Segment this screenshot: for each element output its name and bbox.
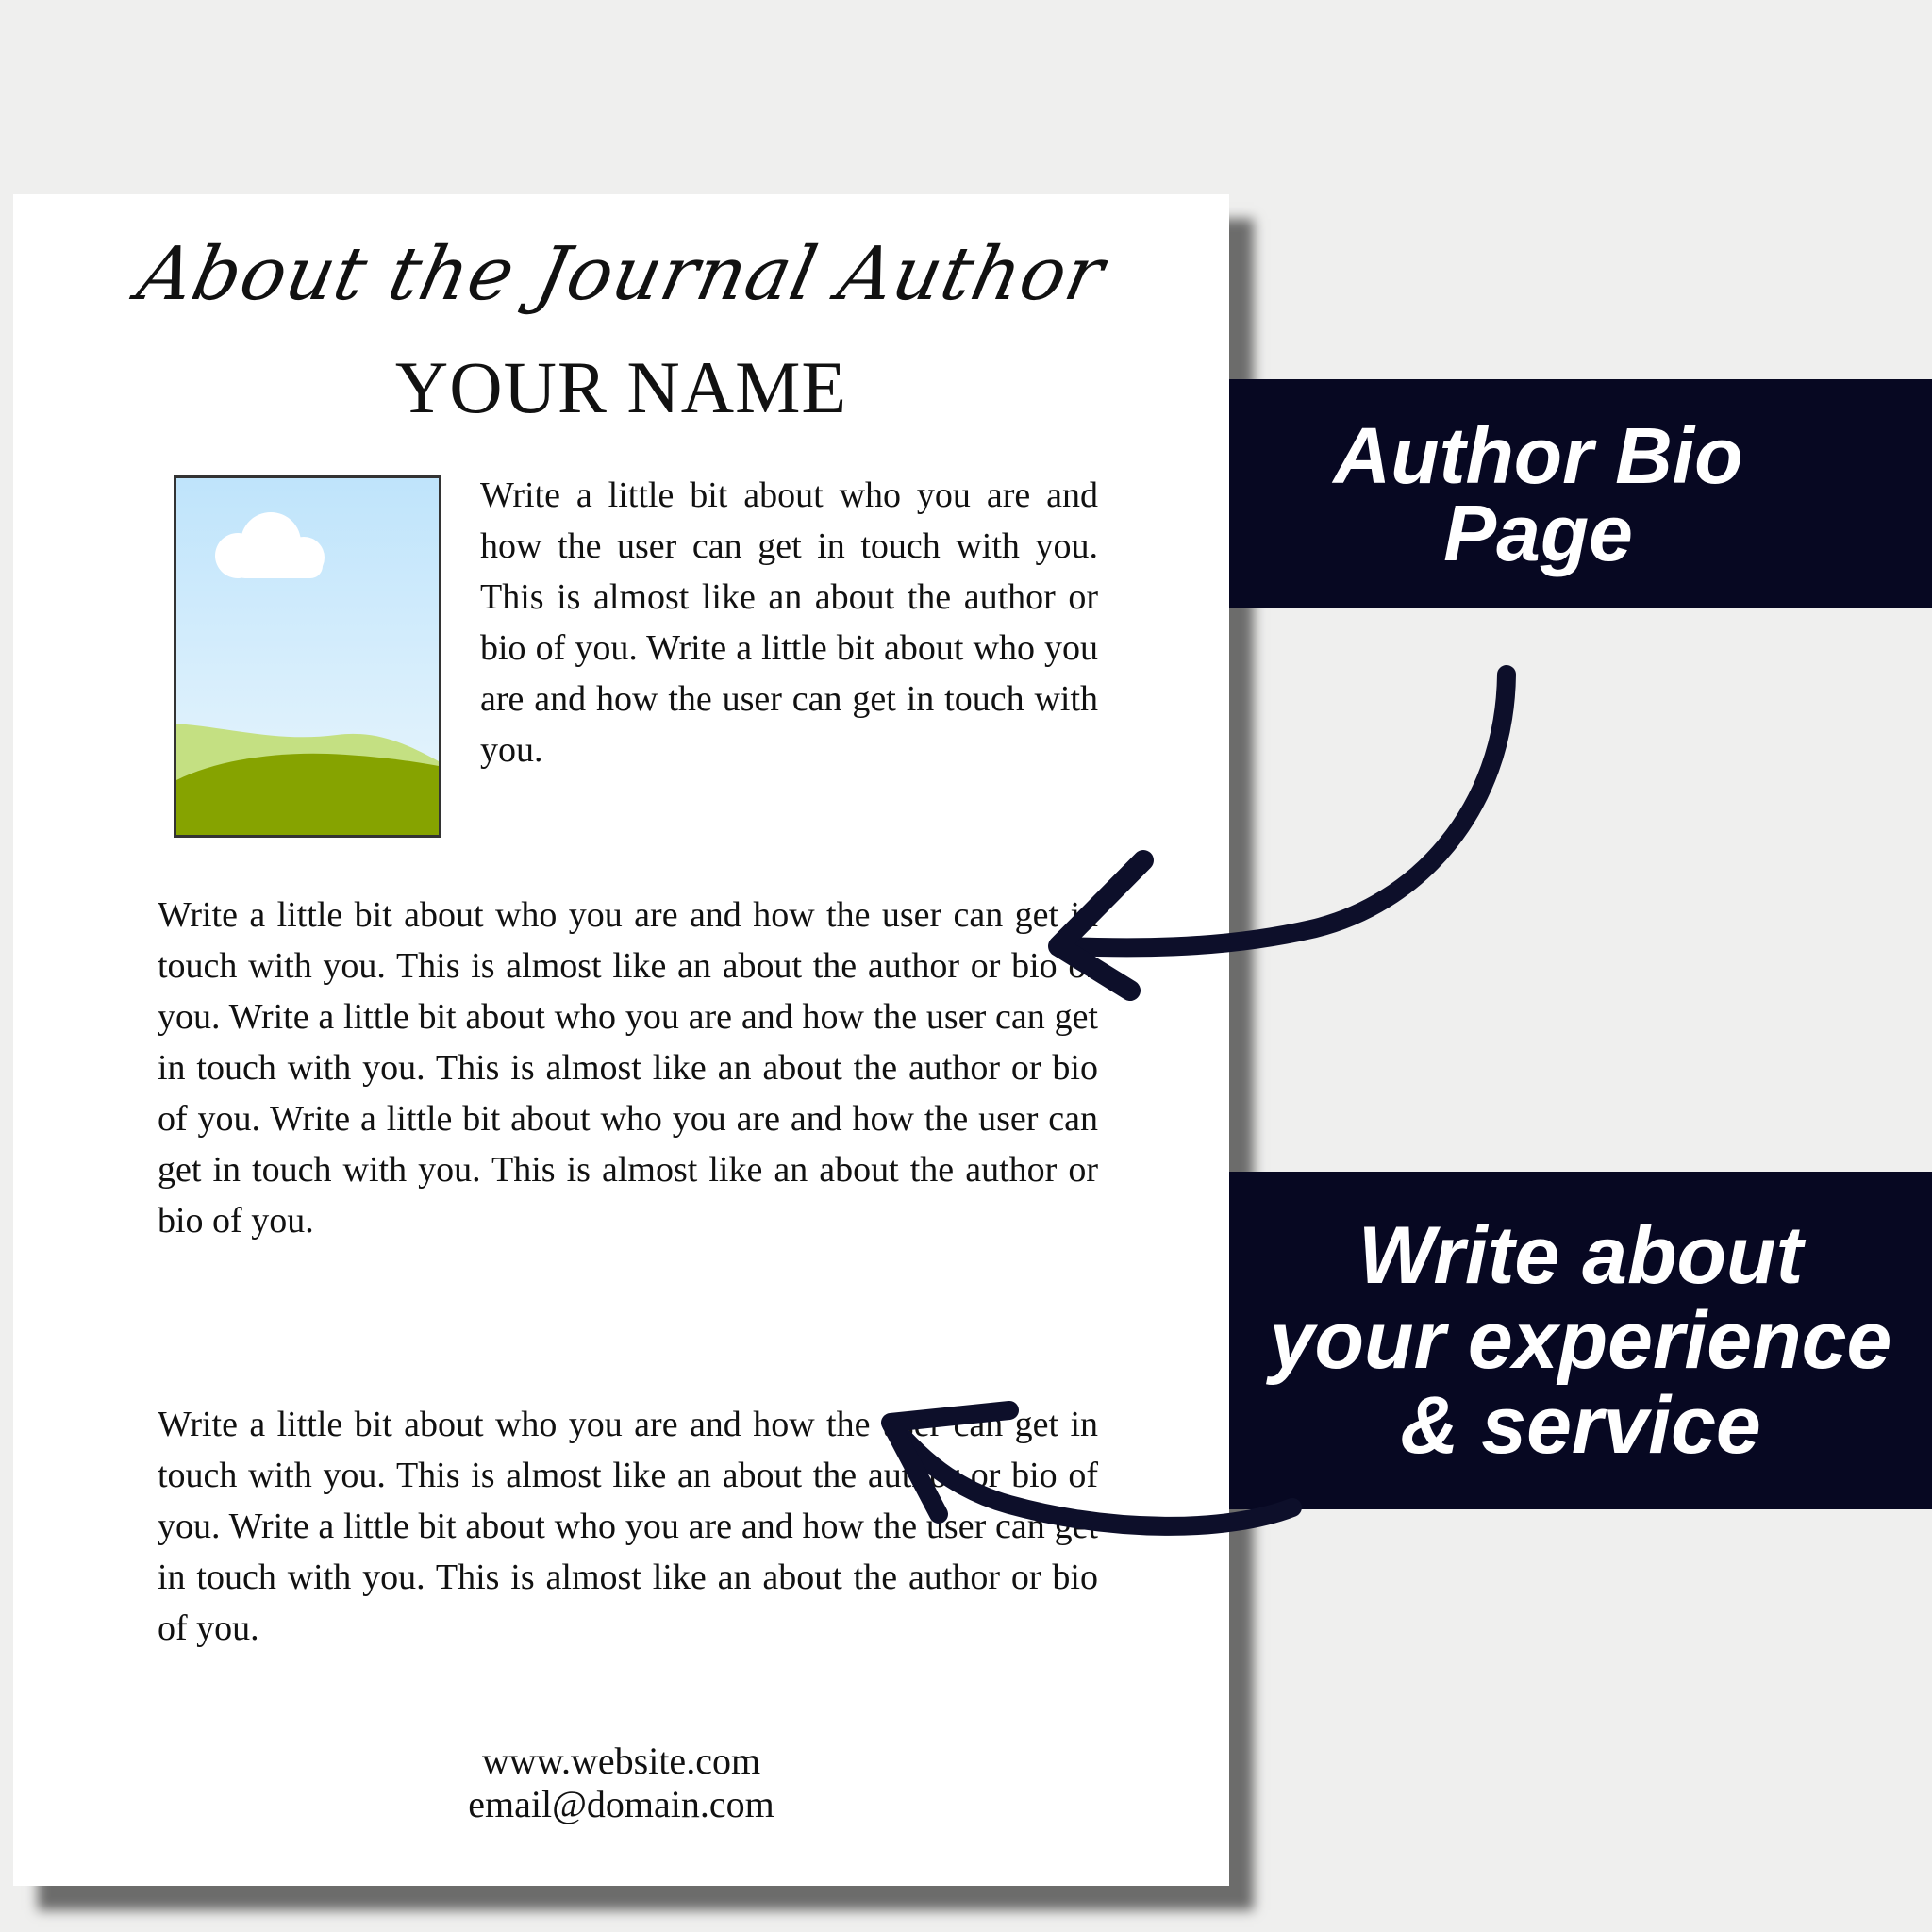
callout-2-line-2: your experience	[1269, 1295, 1892, 1386]
callout-1-line-1: Author Bio	[1333, 410, 1743, 500]
callout-1-line-2: Page	[1443, 488, 1633, 577]
callout-experience	[1229, 1172, 1932, 1509]
website-link[interactable]: www.website.com	[481, 1740, 761, 1782]
callout-2-line-1: Write about	[1357, 1210, 1804, 1301]
journal-page	[13, 194, 1229, 1886]
email-link[interactable]: email@domain.com	[468, 1783, 774, 1825]
bio-paragraph-3: Write a little bit about who you are and how the user can get in touch with you. This is almost like an about the author or bio of you. Write a little bit about who you are and how the user can get in touch with you. This is almost like an about the author or bio of you.	[158, 1405, 1098, 1648]
callout-2-line-3: & service	[1400, 1380, 1761, 1471]
bio-paragraph-1: Write a little bit about who you are and how the user can get in touch with you. This is almost like an about the author or bio of you. Write a little bit about who you are and how the user can get in touch with you.	[480, 475, 1098, 770]
landscape-placeholder-icon	[176, 478, 439, 835]
callout-author-bio	[1229, 379, 1932, 608]
author-photo-placeholder	[174, 475, 441, 838]
bio-paragraph-2: Write a little bit about who you are and how the user can get in touch with you. This is almost like an about the author or bio of you. Write a little bit about who you are and how the user can get in touch with you. This is almost like an about the author or bio of you. Write a little bit about who you are and how the user can get in touch with you. This is almost like an about the author or bio of you.	[158, 895, 1098, 1241]
author-name: YOUR NAME	[394, 346, 848, 428]
contact-block	[13, 1740, 1229, 1826]
page-script-title: About the Journal Author	[130, 232, 1112, 317]
